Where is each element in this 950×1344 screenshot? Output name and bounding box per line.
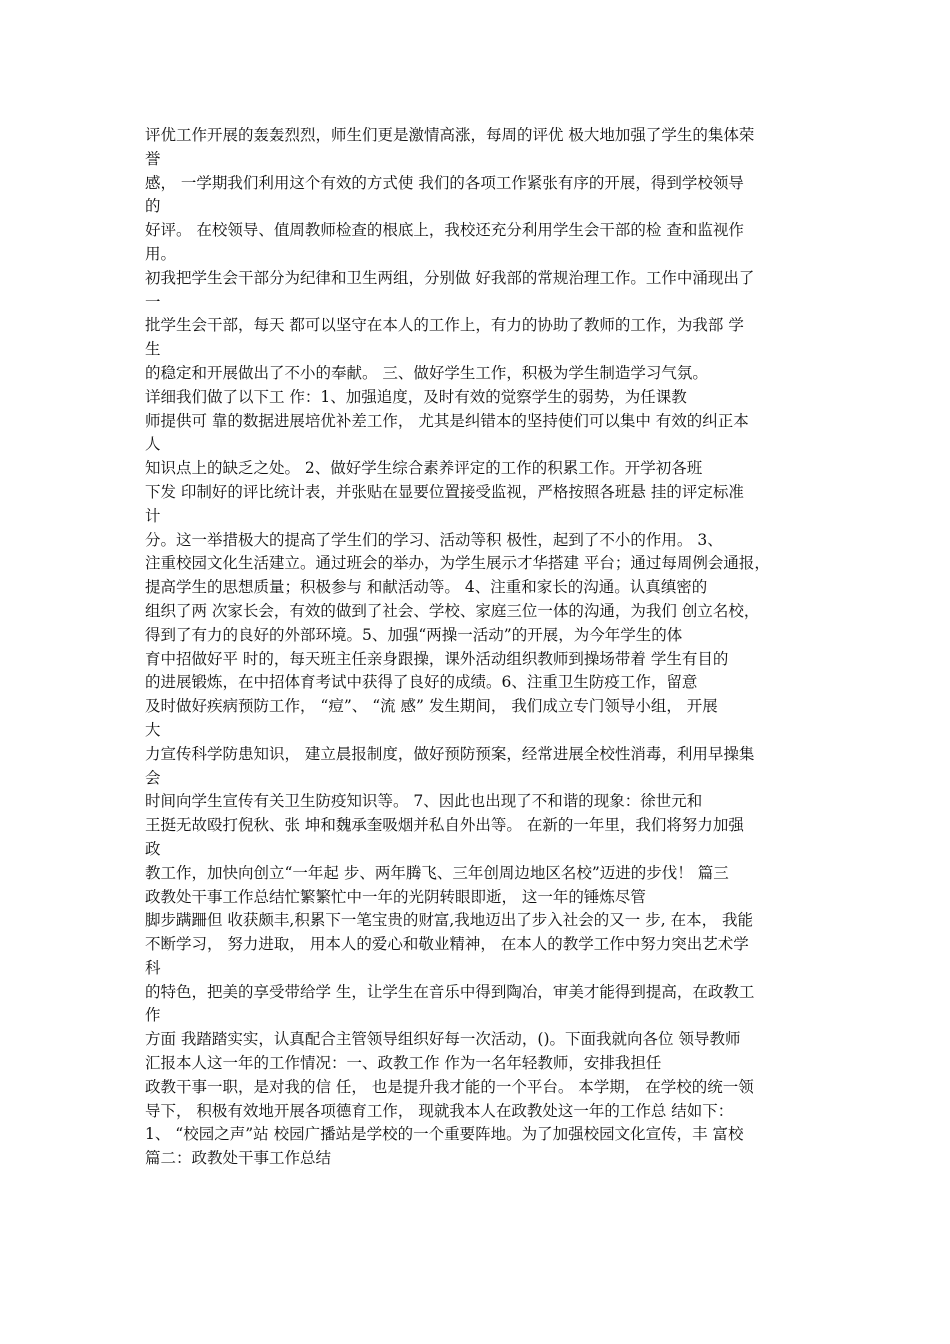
text-line: 育中招做好平 时的，每天班主任亲身跟操，课外活动组织教师到操场带着 学生有目的 (145, 649, 729, 668)
text-line: 政教干事一职，是对我的信 任， 也是提升我才能的一个平台。 本学期， 在学校的统一领 (145, 1077, 754, 1096)
text-line: 政 (145, 839, 161, 858)
text-line: 人 (145, 435, 161, 454)
text-line: 计 (145, 506, 161, 525)
text-line: 的 (145, 197, 161, 216)
text-line: 批学生会干部，每天 都可以坚守在本人的工作上，有力的协助了教师的工作，为我部 学 (145, 316, 744, 335)
text-line: 评优工作开展的轰轰烈烈，师生们更是激情高涨，每周的评优 极大地加强了学生的集体荣 (145, 126, 755, 144)
text-line: 的特色，把美的享受带给学 生，让学生在音乐中得到陶冶，审美才能得到提高，在政教工 (145, 982, 755, 1001)
text-line: 王挺无故殴打倪秋、张 坤和魏承奎吸烟并私自外出等。 在新的一年里，我们将努力加强 (145, 816, 744, 835)
text-line: 好评。 在校领导、值周教师检查的根底上，我校还充分利用学生会干部的检 查和监视作 (145, 221, 744, 240)
text-line: 提高学生的思想质量；积极参与 和献活动等。 4、注重和家长的沟通。认真缜密的 (145, 578, 708, 597)
text-line: 1、 “校园之声”站 校园广播站是学校的一个重要阵地。为了加强校园文化宣传，丰 富校 (145, 1125, 744, 1144)
text-line: 大 (145, 720, 161, 739)
text-line: 方面 我踏踏实实，认真配合主管领导组织好每一次活动，()。下面我就向各位 领导教师 (145, 1030, 741, 1049)
text-line: 组织了两 次家长会，有效的做到了社会、学校、家庭三位一体的沟通，为我们 创立名校， (145, 601, 760, 620)
document-body (145, 124, 810, 1171)
text-line: 导下， 积极有效地开展各项德育工作， 现就我本人在政教处这一年的工作总 结如下： (145, 1101, 734, 1120)
text-line: 脚步蹒跚但 收获颇丰,积累下一笔宝贵的财富,我地迈出了步入社会的又一 步, 在本， 我能 (145, 911, 753, 930)
text-line: 注重校园文化生活建立。通过班会的举办，为学生展示才华搭建 平台；通过每周例会通报， (145, 554, 770, 573)
text-line: 时间向学生宣传有关卫生防疫知识等。 7、因此也出现了不和谐的现象：徐世元和 (145, 792, 703, 811)
text-line: 下发 印制好的评比统计表，并张贴在显要位置接受监视，严格按照各班悬 挂的评定标准 (145, 482, 744, 501)
text-line: 一 (145, 292, 161, 311)
text-line: 的稳定和开展做出了不小的奉献。 三、做好学生工作，积极为学生制造学习气氛。 (145, 363, 708, 382)
text-line: 政教处干事工作总结忙繁繁忙中一年的光阴转眼即逝， 这一年的锤炼尽管 (145, 887, 646, 906)
text-line: 知识点上的缺乏之处。 2、做好学生综合素养评定的工作的积累工作。开学初各班 (145, 459, 703, 478)
text-line: 得到了有力的良好的外部环境。5、加强“两操一活动”的开展，为今年学生的体 (145, 625, 683, 644)
text-line: 作 (145, 1006, 161, 1025)
text-line: 科 (145, 958, 161, 977)
text-line: 分。这一举措极大的提高了学生们的学习、活动等积 极性，起到了不小的作用。 3、 (145, 530, 723, 549)
text-line: 师提供可 靠的数据进展培优补差工作， 尤其是纠错本的坚持使们可以集中 有效的纠正本 (145, 411, 749, 430)
text-line: 力宣传科学防患知识， 建立晨报制度，做好预防预案，经常进展全校性消毒，利用早操集 (145, 744, 755, 763)
text-line: 不断学习， 努力进取， 用本人的爱心和敬业精神， 在本人的教学工作中努力突出艺术学 (145, 935, 749, 954)
text-line: 篇二：政教处干事工作总结 (145, 1149, 332, 1168)
text-line: 详细我们做了以下工 作：1、加强追度，及时有效的觉察学生的弱势，为任课教 (145, 387, 687, 406)
text-line: 会 (145, 768, 161, 787)
text-line: 教工作，加快向创立“一年起 步、两年腾飞、三年创周边地区名校”迈进的步伐！ 篇三 (145, 863, 729, 882)
text-line: 誉 (145, 149, 161, 168)
text-line: 初我把学生会干部分为纪律和卫生两组，分别做 好我部的常规治理工作。工作中涌现出了 (145, 268, 755, 287)
text-line: 的进展锻炼，在中招体育考试中获得了良好的成绩。6、注重卫生防疫工作，留意 (145, 673, 698, 692)
text-line: 汇报本人这一年的工作情况：一、政教工作 作为一名年轻教师，安排我担任 (145, 1054, 662, 1073)
text-line: 用。 (145, 244, 177, 263)
text-line: 感， 一学期我们利用这个有效的方式使 我们的各项工作紧张有序的开展，得到学校领导 (145, 173, 744, 192)
text-line: 及时做好疾病预防工作， “痘”、 “流 感” 发生期间， 我们成立专门领导小组， 开展 (145, 697, 718, 716)
text-line: 生 (145, 340, 161, 359)
